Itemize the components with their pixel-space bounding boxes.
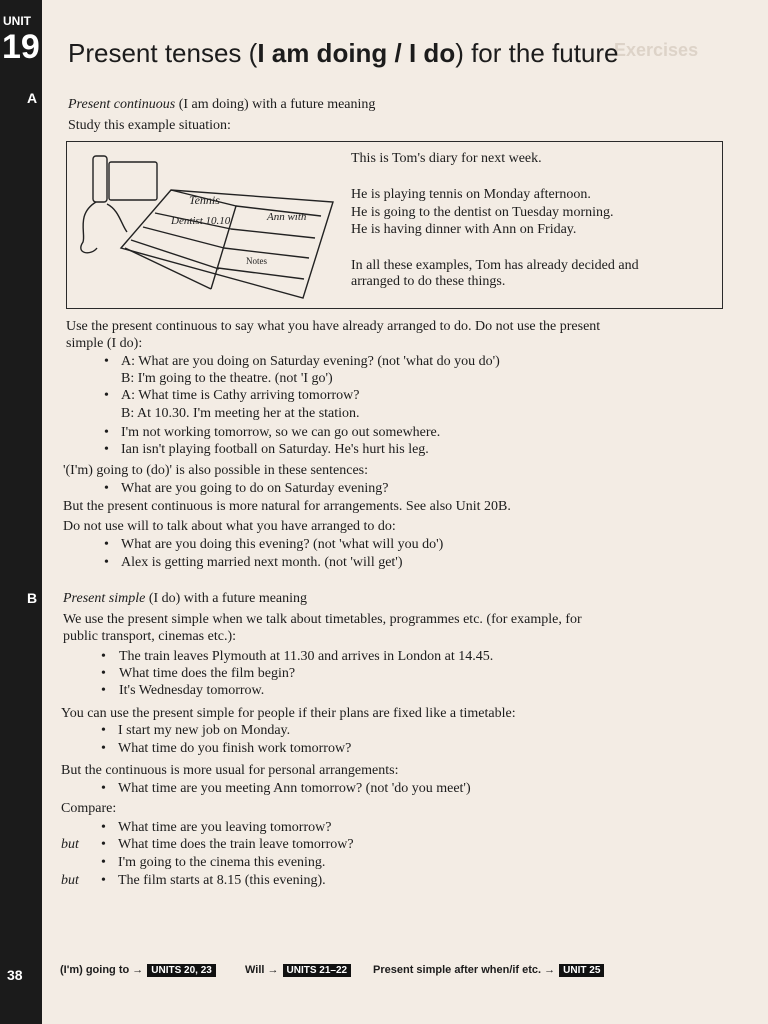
bullet-icon: •	[101, 666, 106, 681]
diary-illustration	[71, 144, 343, 306]
continuous-note: But the continuous is more usual for personal arrangements:	[61, 763, 399, 778]
example-line: What are you doing this evening? (not 'what will you do')	[121, 537, 444, 552]
footer-link-will[interactable]	[245, 964, 351, 976]
bullet-icon: •	[101, 837, 106, 852]
bullet-icon: •	[101, 741, 106, 756]
diary-label-tennis: Tennis	[189, 193, 220, 207]
heading-rest: (I do) with a future meaning	[145, 591, 308, 606]
bullet-icon: •	[104, 442, 109, 457]
going-to-note: '(I'm) going to (do)' is also possible in these sentences:	[63, 463, 369, 478]
explanation-line: We use the present simple when we talk about timetables, programmes etc. (for example, for	[63, 612, 582, 627]
diary-book-icon	[121, 190, 333, 298]
explanation-line: Use the present continuous to say what you have already arranged to do. Do not use the present	[66, 319, 601, 334]
bullet-icon: •	[104, 555, 109, 570]
phone-base-icon	[109, 162, 157, 200]
will-note: Do not use will to talk about what you have arranged to do:	[63, 519, 396, 534]
bullet-icon: •	[101, 683, 106, 698]
bullet-icon: •	[101, 723, 106, 738]
example-line: It's Wednesday tomorrow.	[119, 683, 265, 698]
unit-tag: UNIT 25	[559, 964, 604, 977]
natural-note: But the present continuous is more natural for arrangements. See also Unit 20B.	[63, 499, 511, 514]
bullet-icon: •	[101, 873, 106, 888]
example-line: B: I'm going to the theatre. (not 'I go')	[121, 371, 333, 386]
bullet-icon: •	[101, 649, 106, 664]
bullet-icon: •	[101, 820, 106, 835]
footer-link-text: Present simple after when/if etc. →	[373, 964, 556, 976]
compare-line: What time does the train leave tomorrow?	[118, 837, 354, 852]
example-line: Alex is getting married next month. (not 'will get')	[121, 555, 403, 570]
compare-line: The film starts at 8.15 (this evening).	[118, 873, 326, 888]
diary-line: This is Tom's diary for next week.	[351, 151, 542, 166]
explanation-line: public transport, cinemas etc.):	[63, 629, 236, 644]
page-number: 38	[7, 967, 23, 983]
section-a-intro: Study this example situation:	[68, 118, 231, 133]
example-line: A: What are you doing on Saturday evening? (not 'what do you do')	[121, 354, 500, 369]
example-line: What are you going to do on Saturday evening?	[121, 481, 389, 496]
section-letter-a: A	[27, 90, 38, 106]
unit-tag: UNITS 20, 23	[147, 964, 216, 977]
footer-link-text: Will →	[245, 964, 279, 976]
example-line: What time does the film begin?	[119, 666, 296, 681]
heading-rest: (I am doing) with a future meaning	[175, 97, 376, 112]
unit-tag: UNITS 21–22	[283, 964, 352, 977]
unit-number: 19	[2, 28, 40, 66]
unit-sidebar	[0, 0, 42, 1024]
example-line: The train leaves Plymouth at 11.30 and arrives in London at 14.45.	[119, 649, 494, 664]
title-prefix: Present tenses (	[68, 38, 258, 68]
footer-link-text: (I'm) going to →	[60, 964, 144, 976]
diary-example-box	[66, 141, 723, 309]
title-suffix: ) for the future	[455, 38, 619, 68]
example-line: Ian isn't playing football on Saturday. He's hurt his leg.	[121, 442, 429, 457]
bullet-icon: •	[101, 855, 106, 870]
footer-link-present-simple[interactable]	[373, 964, 604, 976]
diary-label-ann: Ann with	[267, 211, 307, 223]
compare-line: What time are you leaving tomorrow?	[118, 820, 332, 835]
diary-line: He is going to the dentist on Tuesday morning.	[351, 205, 614, 220]
example-line: B: At 10.30. I'm meeting her at the station.	[121, 406, 360, 421]
explanation-line: simple (I do):	[66, 336, 143, 351]
compare-prefix: but	[61, 873, 79, 888]
example-line: What time do you finish work tomorrow?	[118, 741, 352, 756]
title-bold: I am doing / I do	[257, 38, 456, 68]
example-line: I'm not working tomorrow, so we can go out somewhere.	[121, 425, 441, 440]
heading-italic: Present continuous	[68, 97, 176, 112]
example-line: A: What time is Cathy arriving tomorrow?	[121, 388, 360, 403]
heading-italic: Present simple	[63, 591, 146, 606]
bullet-icon: •	[104, 354, 109, 369]
diary-line: He is having dinner with Ann on Friday.	[351, 222, 577, 237]
diary-line: arranged to do these things.	[351, 274, 506, 289]
bullet-icon: •	[104, 425, 109, 440]
footer-link-going-to[interactable]	[60, 964, 216, 976]
example-line: What time are you meeting Ann tomorrow? (not 'do you meet')	[118, 781, 471, 796]
diary-line: He is playing tennis on Monday afternoon.	[351, 187, 591, 202]
diary-label-dentist: Dentist 10.10	[171, 215, 231, 227]
bullet-icon: •	[104, 481, 109, 496]
bullet-icon: •	[101, 781, 106, 796]
bleed-through-heading: Exercises	[614, 40, 699, 60]
phone-handset-icon	[93, 156, 107, 202]
bullet-icon: •	[104, 537, 109, 552]
compare-label: Compare:	[61, 801, 117, 816]
page-title	[68, 38, 619, 69]
compare-prefix: but	[61, 837, 79, 852]
unit-label: UNIT	[3, 14, 31, 28]
example-line: I start my new job on Monday.	[118, 723, 291, 738]
diary-label-notes: Notes	[246, 256, 267, 266]
bullet-icon: •	[104, 388, 109, 403]
section-a-heading	[68, 97, 375, 113]
diary-line: In all these examples, Tom has already decided and	[351, 258, 639, 273]
section-b-heading	[63, 591, 307, 607]
compare-line: I'm going to the cinema this evening.	[118, 855, 326, 870]
section-letter-b: B	[27, 590, 38, 606]
people-note: You can use the present simple for people if their plans are fixed like a timetable:	[61, 706, 516, 721]
